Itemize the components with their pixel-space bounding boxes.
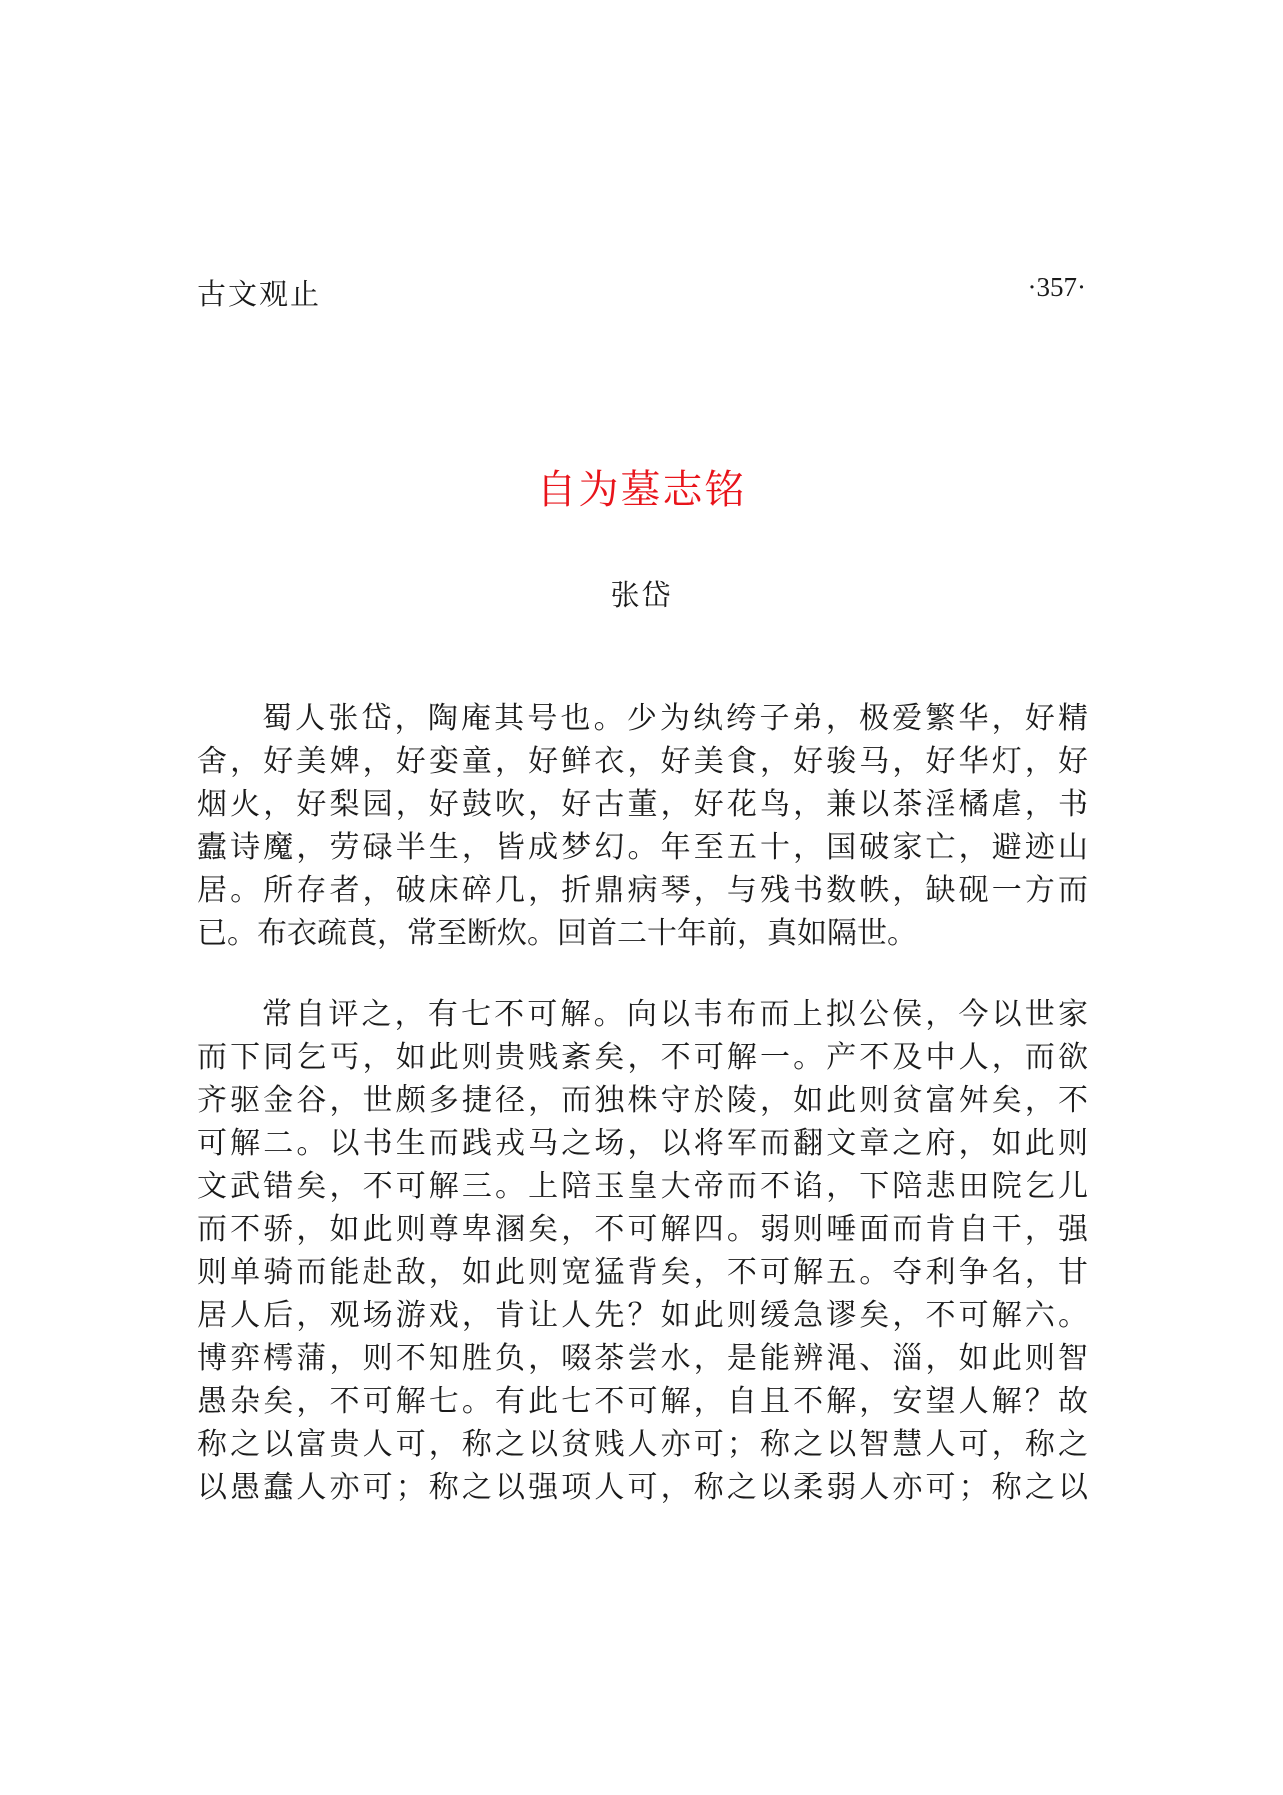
running-head — [197, 272, 1086, 312]
text-line: 齐驱金谷，世颇多捷径，而独株守於陵，如此则贫富舛矣，不 — [197, 1083, 1088, 1118]
text-line: 以愚蠢人亦可；称之以强项人可，称之以柔弱人亦可；称之以 — [197, 1470, 1088, 1505]
text-line: 可解二。以书生而践戎马之场，以将军而翻文章之府，如此则 — [197, 1126, 1088, 1161]
text-line: 蜀人张岱，陶庵其号也。少为纨绔子弟，极爱繁华，好精 — [262, 701, 1088, 736]
text-line: 蠹诗魔，劳碌半生，皆成梦幻。年至五十，国破家亡，避迹山 — [197, 830, 1088, 865]
text-line: 而下同乞丐，如此则贵贱紊矣，不可解一。产不及中人，而欲 — [197, 1040, 1088, 1075]
essay-title: 自为墓志铭 — [536, 467, 747, 513]
text-line: 愚杂矣，不可解七。有此七不可解，自且不解，安望人解？故 — [197, 1384, 1088, 1419]
paragraph-1 — [197, 697, 1088, 955]
text-line: 烟火，好梨园，好鼓吹，好古董，好花鸟，兼以茶淫橘虐，书 — [197, 787, 1088, 822]
author: 张岱 — [610, 578, 673, 612]
book-title: 古文观止 — [197, 277, 322, 311]
paragraph-2 — [197, 993, 1088, 1509]
text-line: 舍，好美婢，好娈童，好鲜衣，好美食，好骏马，好华灯，好 — [197, 744, 1088, 779]
text-line: 常自评之，有七不可解。向以韦布而上拟公侯，今以世家 — [262, 997, 1088, 1032]
text-line: 则单骑而能赴敌，如此则宽猛背矣，不可解五。夺利争名，甘 — [197, 1255, 1088, 1290]
text-line: 而不骄，如此则尊卑溷矣，不可解四。弱则唾面而肯自干，强 — [197, 1212, 1088, 1247]
text-line: 博弈樗蒲，则不知胜负，啜茶尝水，是能辨渑、淄，如此则智 — [197, 1341, 1088, 1376]
body-text — [197, 697, 1088, 1547]
page-number: ·357· — [1027, 272, 1086, 302]
text-line: 文武错矣，不可解三。上陪玉皇大帝而不谄，下陪悲田院乞儿 — [197, 1169, 1088, 1204]
text-line: 居。所存者，破床碎几，折鼎病琴，与残书数帙，缺砚一方而 — [197, 873, 1088, 908]
text-line: 称之以富贵人可，称之以贫贱人亦可；称之以智慧人可，称之 — [197, 1427, 1088, 1462]
text-line: 已。布衣疏莨，常至断炊。回首二十年前，真如隔世。 — [197, 916, 917, 951]
text-line: 居人后，观场游戏，肯让人先？如此则缓急谬矣，不可解六。 — [197, 1298, 1088, 1333]
